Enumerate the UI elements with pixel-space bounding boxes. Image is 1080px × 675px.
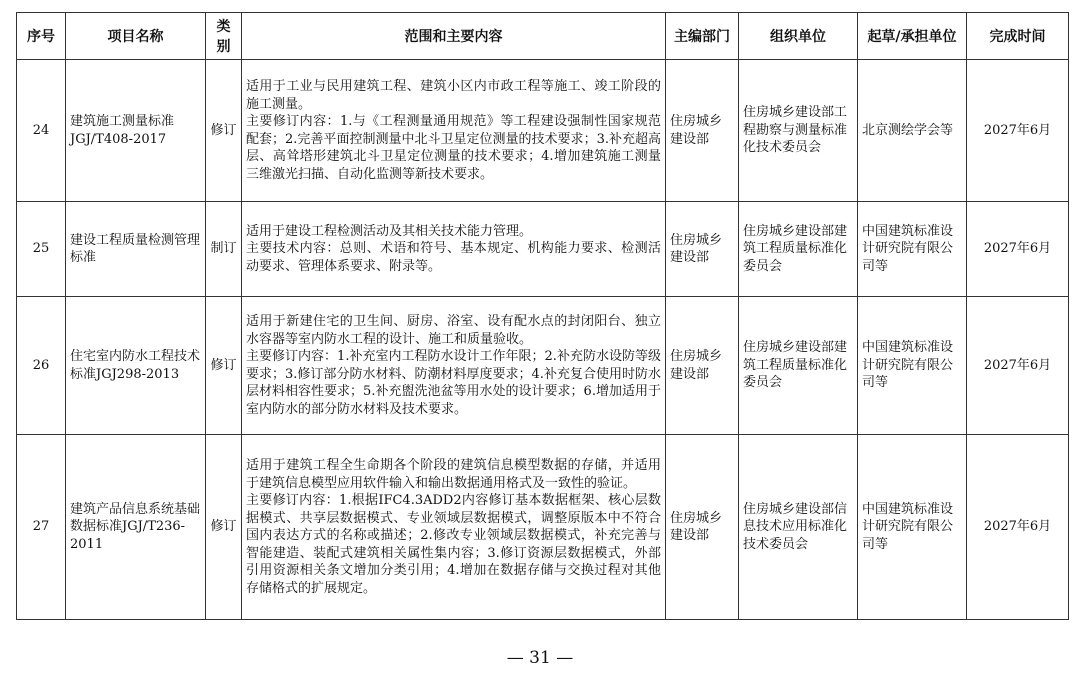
row-main-content: 主要技术内容：总则、术语和符号、基本规定、机构能力要求、检测活动要求、管理体系要求、附录等。 — [246, 241, 661, 274]
row-scope: 适用于工业与民用建筑工程、建筑小区内市政工程等施工、竣工阶段的施工测量。 — [246, 79, 661, 112]
row-category: 修订 — [206, 60, 242, 202]
header-organizer: 组织单位 — [739, 13, 858, 60]
row-project-name: 建筑施工测量标准JGJ/T408-2017 — [66, 60, 206, 202]
header-drafter: 起草/承担单位 — [858, 13, 967, 60]
table-header-row — [17, 13, 1069, 60]
header-project-name: 项目名称 — [66, 13, 206, 60]
standards-table — [16, 12, 1069, 620]
row-completion-time: 2027年6月 — [967, 297, 1069, 435]
row-number: 25 — [17, 202, 66, 297]
header-number: 序号 — [17, 13, 66, 60]
table-row — [17, 60, 1069, 202]
table-row — [17, 435, 1069, 620]
row-organizer: 住房城乡建设部建筑工程质量标准化委员会 — [739, 297, 858, 435]
row-scope: 适用于新建住宅的卫生间、厨房、浴室、设有配水点的封闭阳台、独立水容器等室内防水工程的设计、施工和质量验收。 — [246, 314, 661, 347]
row-project-name: 建设工程质量检测管理标准 — [66, 202, 206, 297]
page-number: — 31 — — [506, 648, 574, 668]
row-number: 26 — [17, 297, 66, 435]
row-scope-content — [242, 435, 666, 620]
row-completion-time: 2027年6月 — [967, 202, 1069, 297]
row-scope: 适用于建筑工程全生命期各个阶段的建筑信息模型数据的存储，并适用于建筑信息模型应用软件输入和输出数据通用格式及一致性的验证。 — [246, 458, 661, 491]
header-category: 类别 — [206, 13, 242, 60]
header-editor-department: 主编部门 — [666, 13, 739, 60]
row-drafter: 中国建筑标准设计研究院有限公司等 — [858, 297, 967, 435]
row-category: 修订 — [206, 297, 242, 435]
row-scope: 适用于建设工程检测活动及其相关技术能力管理。 — [246, 223, 533, 239]
header-completion-time: 完成时间 — [967, 13, 1069, 60]
row-drafter: 中国建筑标准设计研究院有限公司等 — [858, 202, 967, 297]
table-row — [17, 202, 1069, 297]
row-editor-department: 住房城乡建设部 — [666, 202, 739, 297]
header-scope-content: 范围和主要内容 — [242, 13, 666, 60]
row-number: 24 — [17, 60, 66, 202]
row-number: 27 — [17, 435, 66, 620]
row-scope-content — [242, 297, 666, 435]
row-drafter: 北京测绘学会等 — [858, 60, 967, 202]
row-completion-time: 2027年6月 — [967, 435, 1069, 620]
row-editor-department: 住房城乡建设部 — [666, 435, 739, 620]
row-main-content: 主要修订内容：1.与《工程测量通用规范》等工程建设强制性国家规范配套；2.完善平面控制测量中北斗卫星定位测量的技术要求；3.补充超高层、高耸塔形建筑北斗卫星定位测量的技术要求；4.增加建筑施工测量三维激光扫描、自动化监测等新技术要求。 — [246, 114, 661, 182]
row-completion-time: 2027年6月 — [967, 60, 1069, 202]
row-drafter: 中国建筑标准设计研究院有限公司等 — [858, 435, 967, 620]
table-row — [17, 297, 1069, 435]
row-main-content: 主要修订内容：1.补充室内工程防水设计工作年限；2.补充防水设防等级要求；3.修订部分防水材料、防潮材料厚度要求；4.补充复合使用时防水层材料相容性要求；5.补充盥洗池盆等用水处的设计要求；6.增加适用于室内防水的部分防水材料及技术要求。 — [246, 349, 661, 417]
row-editor-department: 住房城乡建设部 — [666, 60, 739, 202]
row-organizer: 住房城乡建设部建筑工程质量标准化委员会 — [739, 202, 858, 297]
row-scope-content — [242, 202, 666, 297]
row-scope-content — [242, 60, 666, 202]
row-main-content: 主要修订内容：1.根据IFC4.3ADD2内容修订基本数据框架、核心层数据模式、共享层数据模式、专业领域层数据模式，调整原版本中不符合国内表达方式的名称或描述；2.修改专业领域层数据模式，补充完善与智能建造、装配式建筑相关属性集内容；3.修订资源层数据模式，外部引用资源相关条文增加分类引用；4.增加在数据存储与交换过程对其他存储格式的扩展规定。 — [246, 493, 661, 596]
row-organizer: 住房城乡建设部工程勘察与测量标准化技术委员会 — [739, 60, 858, 202]
row-organizer: 住房城乡建设部信息技术应用标准化技术委员会 — [739, 435, 858, 620]
row-project-name: 住宅室内防水工程技术标准JGJ298-2013 — [66, 297, 206, 435]
row-category: 制订 — [206, 202, 242, 297]
row-project-name: 建筑产品信息系统基础数据标准JGJ/T236-2011 — [66, 435, 206, 620]
row-editor-department: 住房城乡建设部 — [666, 297, 739, 435]
row-category: 修订 — [206, 435, 242, 620]
